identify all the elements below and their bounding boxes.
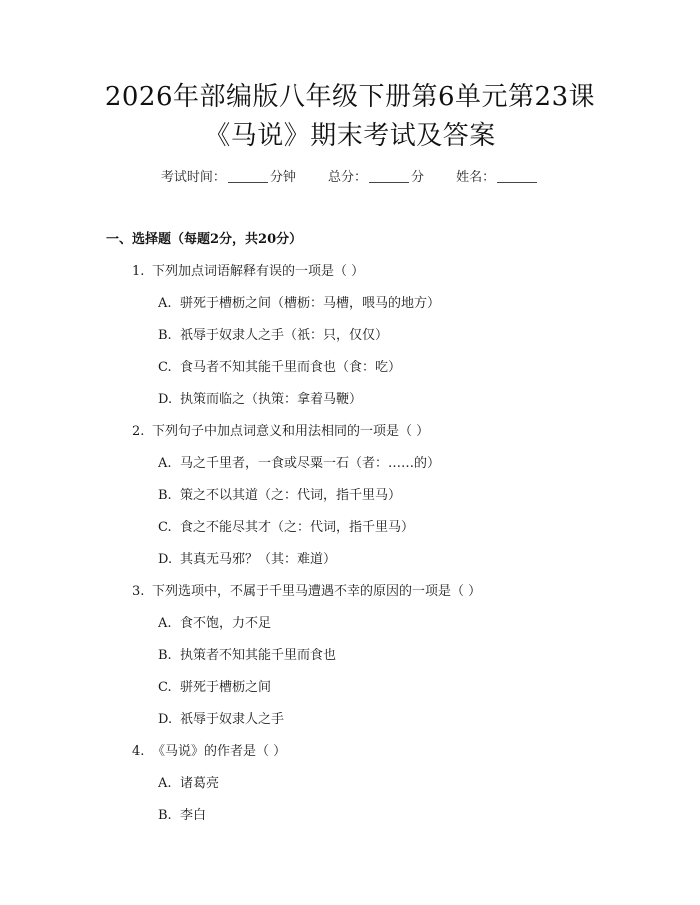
option-2d [158,550,336,570]
question-3 [132,582,481,602]
option-letter: B. [158,488,172,503]
option-text: 诸葛亮 [180,776,220,791]
option-2c [158,518,414,538]
exam-time-unit: 分钟 [269,170,296,185]
exam-time-blank[interactable] [228,168,268,183]
exam-time [161,168,296,188]
option-text: 食之不能尽其才（之：代词，指千里马） [180,520,415,535]
total-score-unit: 分 [411,170,425,185]
option-1b [158,326,388,346]
option-text: 执策者不知其能千里而食也 [180,648,337,663]
student-name [456,168,539,188]
option-4a [158,774,219,794]
total-score-blank[interactable] [369,168,409,183]
option-letter: B. [158,328,172,343]
option-1c [158,358,401,378]
option-letter: D. [158,552,173,567]
option-letter: C. [158,680,172,695]
option-text: 食马者不知其能千里而食也（食：吃） [180,360,402,375]
page-title-line1: 2026年部编版八年级下册第6单元第23课 [104,82,596,112]
option-2a [158,454,440,474]
section-title: 一、选择题（每题2分，共20分） [106,232,303,247]
option-letter: D. [158,712,173,727]
question-4 [132,742,286,762]
option-text: 骈死于槽枥之间 [180,680,272,695]
question-text: 下列句子中加点词意义和用法相同的一项是（ ） [152,424,430,439]
option-text: 祇辱于奴隶人之手 [180,712,285,727]
question-number: 4. [132,744,145,759]
student-name-label: 姓名： [456,170,496,185]
option-text: 食不饱，力不足 [180,616,272,631]
exam-meta [0,168,700,188]
page-title-line2: 《马说》期末考试及答案 [204,121,496,151]
option-3a [158,614,271,634]
total-score-label: 总分： [327,170,367,185]
option-3b [158,646,336,666]
option-letter: D. [158,392,173,407]
option-letter: C. [158,520,172,535]
question-text: 《马说》的作者是（ ） [152,744,287,759]
question-text: 下列选项中，不属于千里马遭遇不幸的原因的一项是（ ） [152,584,482,599]
question-2 [132,422,429,442]
option-text: 马之千里者，一食或尽粟一石（者：……的） [180,456,441,471]
option-letter: B. [158,808,172,823]
question-number: 1. [132,264,145,279]
option-3c [158,678,271,698]
option-1d [158,390,362,410]
option-2b [158,486,401,506]
option-letter: C. [158,360,172,375]
option-4b [158,806,206,826]
option-text: 骈死于槽枥之间（槽枥：马槽，喂马的地方） [180,296,441,311]
question-text: 下列加点词语解释有误的一项是（ ） [152,264,365,279]
option-text: 祇辱于奴隶人之手（祇：只，仅仅） [180,328,389,343]
option-3d [158,710,284,730]
option-letter: A. [158,616,172,631]
option-letter: A. [158,296,172,311]
option-letter: A. [158,456,172,471]
question-1 [132,262,364,282]
student-name-blank[interactable] [497,168,537,183]
option-text: 策之不以其道（之：代词，指千里马） [180,488,402,503]
option-letter: A. [158,776,172,791]
option-text: 李白 [180,808,207,823]
option-text: 其真无马邪？（其：难道） [180,552,337,567]
exam-time-label: 考试时间： [160,170,226,185]
question-number: 2. [132,424,145,439]
option-letter: B. [158,648,172,663]
option-text: 执策而临之（执策：拿着马鞭） [180,392,363,407]
total-score [328,168,424,188]
question-number: 3. [132,584,145,599]
option-1a [158,294,440,314]
